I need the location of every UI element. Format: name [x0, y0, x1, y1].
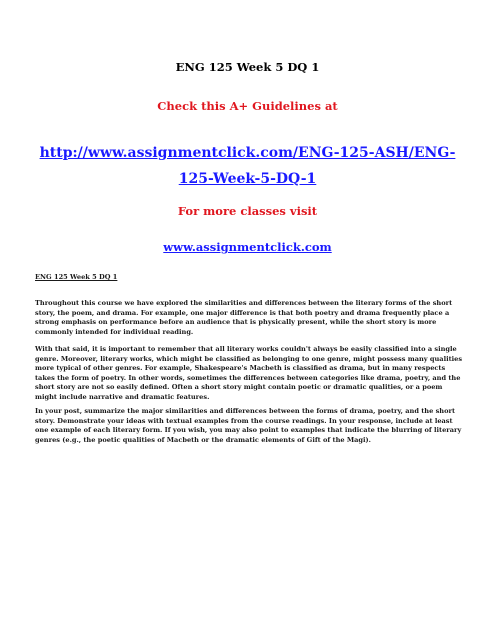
paragraph-instructions: In your post, summarize the major similarities and differences between the forms of drama, poetry, and the short story. Demonstrate your ideas with textual examples from the course readings. In your response, include at least one example of each literary form. If you wish, you may also point to examples that indicate the blurring of literary genres (e.g., the poetic qualities of Macbeth or the dramatic elements of Gift of the Magi). — [35, 407, 462, 444]
guidelines-text: Check this A+ Guidelines at — [157, 99, 338, 113]
paragraph-intro: Throughout this course we have explored the similarities and differences between the literary forms of the short story, the poem, and drama. For example, one major difference is that both poetry and drama frequently place a strong emphasis on performance before an audience that is physically present, while the short story is more commonly intended for individual reading. — [35, 299, 453, 336]
section-subheading: ENG 125 Week 5 DQ 1 — [35, 273, 118, 281]
document-title: ENG 125 Week 5 DQ 1 — [175, 60, 320, 74]
assignment-link[interactable]: http://www.assignmentclick.com/ENG-125-ASH/ENG-125-Week-5-DQ-1 — [39, 145, 456, 187]
site-link[interactable]: www.assignmentclick.com — [163, 240, 332, 254]
paragraph-genres: With that said, it is important to remember that all literary works couldn't always be easily classified into a single genre. Moreover, literary works, which might be classified as belonging to one genre, might possess many qualities more typical of other genres. For example, Shakespeare's Macbeth is classified as drama, but in many respects takes the form of poetry. In other words, sometimes the differences between categories like drama, poetry, and the short story are not so easily defined. Often a short story might contain poetic or dramatic qualities, or a poem might include narrative and dramatic features. — [35, 345, 463, 401]
more-classes-text: For more classes visit — [177, 204, 318, 218]
